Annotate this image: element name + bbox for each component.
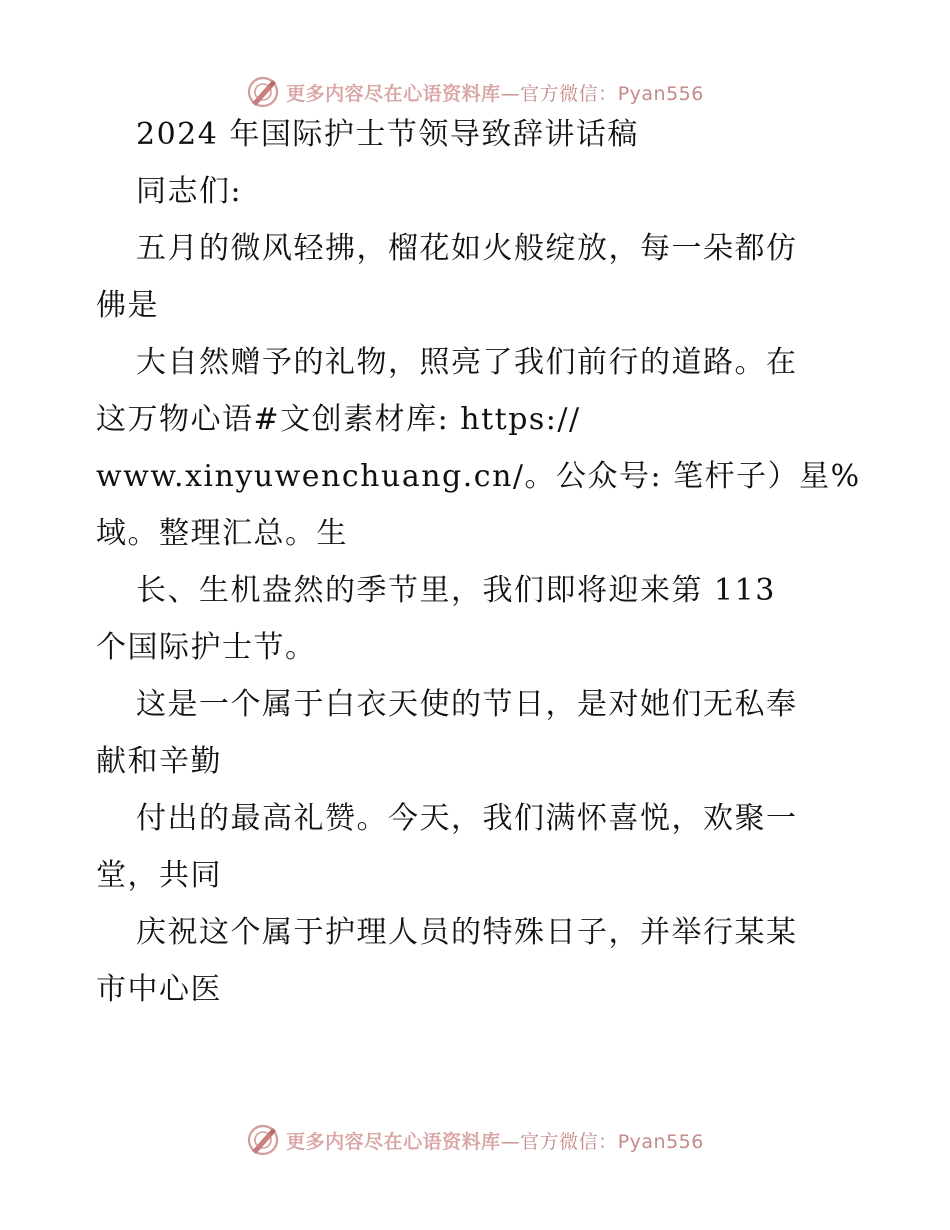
banner-site-text: 更多内容尽在心语资料库	[286, 82, 501, 105]
banner-dash: —	[500, 1130, 521, 1153]
text-line: 2024 年国际护士节领导致辞讲话稿	[136, 117, 639, 152]
text-line: 这是一个属于白衣天使的节日，是对她们无私奉	[136, 687, 798, 722]
banner-site-text: 更多内容尽在心语资料库	[286, 1130, 501, 1153]
banner-wechat-label: 官方微信：	[520, 1130, 618, 1153]
header-watermark-banner	[0, 72, 950, 112]
banner-dash: —	[500, 82, 521, 105]
banner-wechat-id: Pyan556	[617, 82, 704, 105]
text-line: 个国际护士节。	[96, 630, 317, 665]
pen-logo-icon	[246, 1123, 280, 1157]
text-line: 大自然赠予的礼物，照亮了我们前行的道路。在	[136, 345, 798, 380]
text-line: 这万物心语#文创素材库: https://	[96, 402, 581, 437]
text-line: 五月的微风轻拂，榴花如火般绽放，每一朵都仿	[136, 231, 798, 266]
pen-logo-icon	[246, 75, 280, 109]
text-line: 庆祝这个属于护理人员的特殊日子，并举行某某	[136, 915, 798, 950]
text-line: 长、生机盎然的季节里，我们即将迎来第 113	[136, 573, 776, 608]
text-line: 同志们:	[136, 174, 243, 209]
text-line: 献和辛勤	[96, 744, 222, 779]
footer-watermark-banner	[0, 1120, 950, 1160]
text-line: 市中心医	[96, 972, 222, 1007]
text-line: www.xinyuwenchuang.cn/。公众号: 笔杆子）星%	[96, 459, 861, 494]
banner-wechat-label: 官方微信：	[520, 82, 618, 105]
text-line: 域。整理汇总。生	[96, 516, 348, 551]
banner-wechat-id: Pyan556	[617, 1130, 704, 1153]
text-line: 佛是	[96, 288, 159, 323]
text-line: 堂，共同	[96, 858, 222, 893]
text-line: 付出的最高礼赞。今天，我们满怀喜悦，欢聚一	[136, 801, 798, 836]
